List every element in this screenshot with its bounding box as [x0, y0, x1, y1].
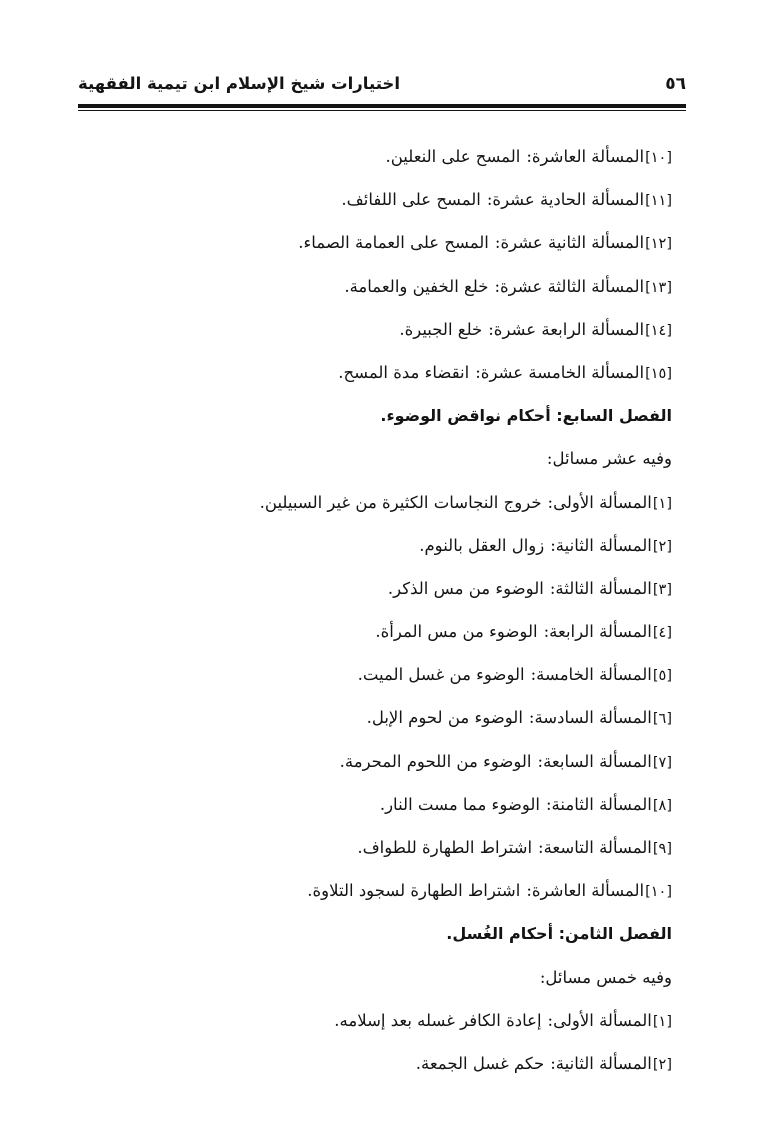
issue-number: [١] — [652, 495, 672, 512]
issue-line — [152, 999, 672, 1042]
issue-label: المسألة الرابعة: — [543, 622, 652, 642]
issue-number: [٩] — [652, 841, 672, 857]
issue-number: [٧] — [652, 754, 672, 771]
issue-number: [٢] — [652, 1056, 672, 1073]
issue-topic: خلع الجبيرة. — [399, 319, 483, 339]
issue-topic: المسح على النعلين. — [385, 147, 521, 166]
issue-number: [٥] — [652, 668, 672, 685]
issue-line — [152, 524, 672, 567]
issue-number: [١٣] — [645, 279, 672, 296]
issue-label: المسألة العاشرة: — [526, 881, 645, 901]
running-title: اختيارات شيخ الإسلام ابن تيمية الفقهية — [78, 74, 400, 93]
page-number: ٥٦ — [665, 74, 686, 94]
issue-line — [152, 221, 672, 264]
issue-line — [152, 135, 672, 178]
toc-list — [152, 135, 672, 1085]
issue-label: المسألة الثامنة: — [546, 794, 652, 814]
header-rule-thick — [78, 104, 686, 108]
issue-number: [١٥] — [645, 365, 672, 382]
issue-topic: انقضاء مدة المسح. — [338, 362, 470, 382]
issue-label: المسألة الحادية عشرة: — [486, 190, 645, 210]
issue-number: [١٤] — [645, 322, 672, 339]
issue-number: [١٢] — [645, 236, 672, 253]
issue-number: [٨] — [652, 797, 672, 814]
issue-label: المسألة السابعة: — [537, 751, 652, 771]
issue-line — [152, 653, 672, 696]
issue-topic: خلع الخفين والعمامة. — [344, 276, 489, 296]
issue-topic: الوضوء مما مست النار. — [379, 794, 540, 814]
chapter-intro: وفيه خمس مسائل: — [539, 967, 672, 987]
issue-topic: إعادة الكافر غسله بعد إسلامه. — [334, 1010, 542, 1030]
issue-topic: اشتراط الطهارة لسجود التلاوة. — [307, 881, 521, 901]
issue-topic: الوضوء من مس الذكر. — [387, 578, 544, 598]
issue-line — [152, 610, 672, 653]
issue-line — [152, 826, 672, 869]
issue-line — [152, 481, 672, 524]
issue-topic: المسح على العمامة الصماء. — [298, 233, 489, 253]
issue-number: [١٠] — [645, 884, 672, 901]
page-header — [78, 72, 686, 102]
issue-line — [152, 740, 672, 783]
issue-label: المسألة الرابعة عشرة: — [488, 319, 645, 339]
issue-number: [١٠] — [645, 150, 672, 166]
issue-line — [152, 696, 672, 739]
issue-line — [152, 783, 672, 826]
chapter-heading: الفصل السابع: أحكام نواقض الوضوء. — [380, 406, 672, 426]
issue-line — [152, 869, 672, 912]
issue-label: المسألة السادسة: — [528, 708, 652, 728]
issue-label: المسألة العاشرة: — [526, 147, 645, 166]
issue-label: المسألة الأولى: — [547, 492, 652, 512]
issue-number: [١١] — [645, 193, 672, 210]
issue-label: المسألة الثالثة عشرة: — [494, 276, 645, 296]
issue-line — [152, 567, 672, 610]
issue-topic: خروج النجاسات الكثيرة من غير السبيلين. — [259, 492, 542, 512]
issue-line — [152, 351, 672, 394]
issue-line — [152, 178, 672, 221]
issue-label: المسألة الخامسة عشرة: — [475, 362, 645, 382]
issue-topic: المسح على اللفائف. — [341, 190, 481, 210]
issue-line — [152, 308, 672, 351]
issue-number: [١] — [652, 1013, 672, 1030]
issue-number: [٤] — [652, 625, 672, 642]
issue-topic: الوضوء من مس المرأة. — [375, 622, 538, 642]
issue-label: المسألة الثانية: — [550, 535, 652, 555]
issue-number: [٣] — [652, 581, 672, 598]
issue-topic: اشتراط الطهارة للطواف. — [357, 838, 533, 857]
issue-label: المسألة الأولى: — [547, 1010, 652, 1030]
issue-line — [152, 265, 672, 308]
issue-number: [٢] — [652, 538, 672, 555]
issue-label: المسألة التاسعة: — [538, 838, 652, 857]
issue-number: [٦] — [652, 711, 672, 728]
issue-topic: الوضوء من لحوم الإبل. — [366, 708, 523, 728]
issue-label: المسألة الثالثة: — [549, 578, 652, 598]
chapter-intro: وفيه عشر مسائل: — [546, 449, 672, 469]
issue-label: المسألة الثانية عشرة: — [494, 233, 645, 253]
issue-topic: زوال العقل بالنوم. — [419, 535, 545, 555]
issue-label: المسألة الخامسة: — [530, 665, 652, 685]
issue-topic: الوضوء من غسل الميت. — [357, 665, 525, 685]
issue-topic: حكم غسل الجمعة. — [415, 1053, 545, 1073]
issue-topic: الوضوء من اللحوم المحرمة. — [339, 751, 532, 771]
issue-line — [152, 1042, 672, 1085]
issue-label: المسألة الثانية: — [550, 1053, 652, 1073]
header-rule-thin — [78, 110, 686, 111]
chapter-heading: الفصل الثامن: أحكام الغُسل. — [446, 924, 672, 944]
